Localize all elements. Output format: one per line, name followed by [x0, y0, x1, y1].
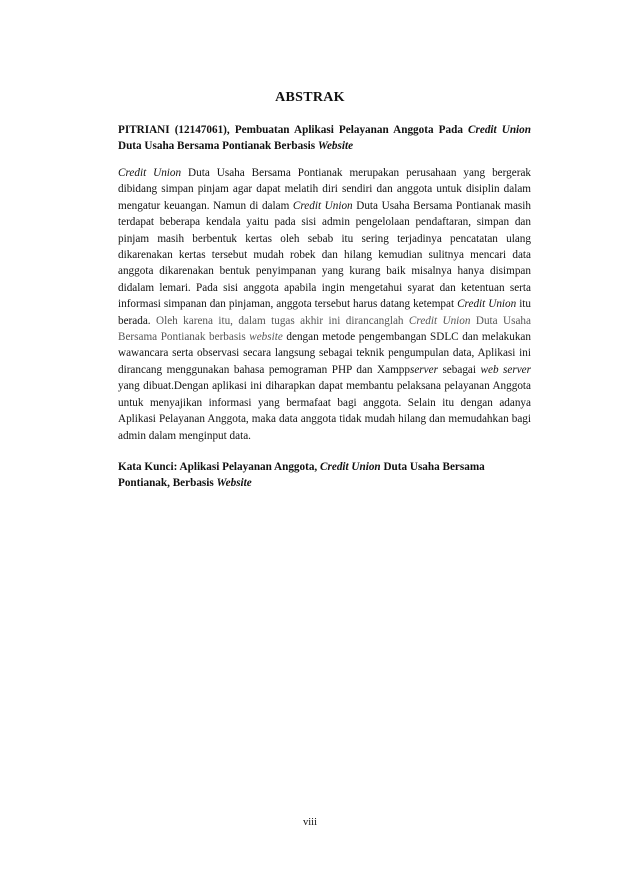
abstract-text: Duta Usaha Bersama Pontianak merupakan perusahaan yang bergerak dibidang simpan pinjam agar dapat melatih diri sendiri dan anggota untuk disiplin dalam mengatur keuangan. Namun di dalam — [118, 167, 531, 212]
abstract-text: sebagai — [437, 363, 481, 376]
author-id: PITRIANI (12147061), — [118, 124, 235, 136]
abstract-text-gray: Oleh karena itu, dalam tugas akhir ini dirancanglah — [150, 314, 409, 327]
page-number: viii — [302, 817, 317, 828]
abstract-text-gray: Duta Usaha Bersama Pontianak berbasis — [118, 314, 531, 344]
abstract-italic: server — [409, 363, 438, 376]
abstract-text: dengan metode pengembangan SDLC dan melakukan wawancara serta observasi secara langsung sebagai teknik pengumpulan data, Aplikasi ini dirancang menggunakan bahasa pemograman PHP dan Xampp — [118, 331, 531, 376]
keywords-italic: Credit Union — [320, 461, 381, 473]
abstract-title: ABSTRAK — [275, 90, 345, 105]
keywords-italic: Website — [216, 477, 252, 490]
abstract-body — [118, 165, 531, 444]
abstract-italic: Credit Union — [118, 167, 182, 179]
abstract-text: yang dibuat.Dengan aplikasi ini diharapkan dapat membantu pelaksana pelayanan Anggota untuk menyajikan informasi yang bermafaat bagi anggota. Selain itu dengan adanya Aplikasi Pelayanan Anggota, maka data anggota tidak mudah hilang dan memudahkan bagi admin dalam menginput data. — [118, 380, 531, 442]
keywords — [118, 459, 531, 492]
thesis-heading — [118, 122, 531, 155]
abstract-italic: Credit Union — [457, 298, 517, 311]
keywords-text: Kata Kunci: Aplikasi Pelayanan Anggota, — [118, 461, 321, 473]
thesis-title-italic: Website — [317, 140, 354, 153]
abstract-text: itu berada. — [118, 298, 532, 327]
abstract-italic-gray: website — [249, 331, 283, 344]
abstract-italic: Credit Union — [292, 199, 353, 212]
keywords-text: Duta Usaha Bersama Pontianak, Berbasis — [118, 461, 485, 490]
thesis-title-part: Duta Usaha Bersama Pontianak Berbasis — [118, 140, 318, 153]
thesis-title-italic: Credit Union — [468, 124, 531, 136]
abstract-italic-gray: Credit Union — [408, 314, 471, 327]
thesis-title-part: Pembuatan Aplikasi Pelayanan Anggota Pada — [234, 124, 469, 136]
abstract-italic: web server — [480, 363, 532, 376]
abstract-text: Duta Usaha Bersama Pontianak masih terdapat beberapa kendala yaitu pada sisi admin pengelolaan pendaftaran, simpan dan pinjam masih berbentuk kertas oleh sebab itu sering terjadinya pencatatan ulang dikarenakan kertas tersebut mudah robek dan hilang kemudian sulitnya mencari data anggota dikarenakan bentuk penyimpanan yang kurang baik misalnya hanya disimpan didalam lemari. Pada sisi anggota apabila ingin mengetahui syarat dan ketentuan serta informasi simpanan dan pinjaman, anggota tersebut harus datang ketempat — [118, 199, 531, 311]
